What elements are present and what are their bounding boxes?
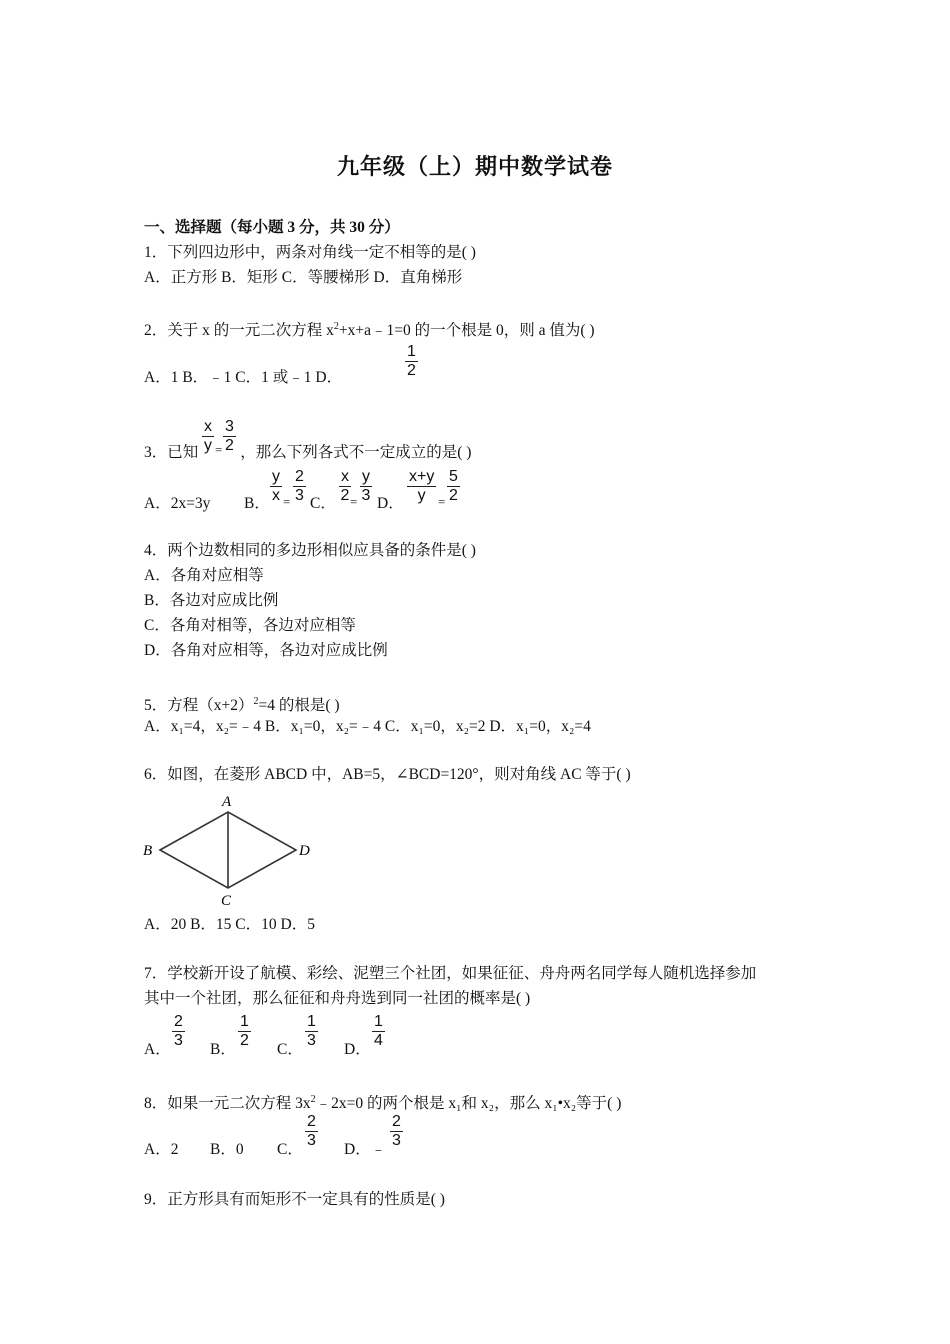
question-3-option-d-fraction-left: $\frac{x+y}{y}$ [409, 468, 435, 504]
question-3-option-d-label: D． [377, 495, 404, 512]
question-3-option-d-equals: = [438, 494, 446, 509]
question-8-option-d-label: D．﹣ [344, 1141, 387, 1158]
question-5-stem: 5．方程$(x+2)^2=4$ 的根是( ) [144, 696, 340, 715]
question-4-stem: 4．两个边数相同的多边形相似应具备的条件是( ) [144, 542, 476, 559]
question-8-option-a: A．2 [144, 1141, 179, 1158]
question-3-option-b-fraction-left: $\frac{y}{x}$ [272, 468, 280, 504]
question-9-stem: 9．正方形具有而矩形不一定具有的性质是( ) [144, 1191, 445, 1208]
question-3-option-b-fraction-right: $\frac{2}{3}$ [295, 468, 304, 504]
question-3-given-fraction-left: $\frac{x}{y}$ [204, 418, 212, 454]
question-8-option-c-label: C． [277, 1141, 303, 1158]
page-title: 九年级（上）期中数学试卷 [336, 155, 613, 180]
question-2-option-d-fraction: $\frac{1}{2}$ [407, 343, 416, 379]
question-6-stem: 6．如图，在菱形 ABCD 中，AB=5，∠BCD=120°，则对角线 AC 等于( ) [144, 766, 631, 783]
question-7-option-b-label: B． [210, 1041, 236, 1058]
question-8-option-d-fraction: $\frac{2}{3}$ [392, 1113, 401, 1149]
question-4-option-b: B．各边对应成比例 [144, 592, 279, 609]
question-2-stem: 2．关于 x 的一元二次方程 $x^2+x+a﹣1=0$ 的一个根是 0，则 a 值为( ) [144, 321, 595, 340]
question-4-option-c: C．各角对相等，各边对应相等 [144, 617, 356, 634]
question-1-stem: 1．下列四边形中，两条对角线一定不相等的是( ) [144, 244, 476, 261]
question-7-stem-line1: 7．学校新开设了航模、彩绘、泥塑三个社团，如果征征、舟舟两名同学每人随机选择参加 [144, 965, 757, 982]
rhombus-figure [140, 790, 320, 910]
question-7-option-d-fraction: $\frac{1}{4}$ [374, 1013, 383, 1049]
question-7-stem-line2: 其中一个社团，那么征征和舟舟选到同一社团的概率是( ) [144, 990, 531, 1007]
question-7-option-a-label: A． [144, 1041, 171, 1058]
question-3-option-a: A．2x=3y [144, 495, 211, 512]
vertex-label-b: B [143, 843, 153, 859]
question-1-options: A．正方形 B．矩形 C．等腰梯形 D．直角梯形 [144, 269, 463, 286]
question-8-option-c-fraction: $\frac{2}{3}$ [307, 1113, 316, 1149]
question-8-option-b: B．0 [210, 1141, 244, 1158]
question-3-option-c-label: C． [310, 495, 336, 512]
question-2-options: A．1 B．﹣1 C．1 或﹣1 D． [144, 369, 343, 386]
question-5-options: A．x₁=4，x₂=﹣4 B．x₁=0，x₂=﹣4 C．x₁=0，x₂=2 D．x₁=0，x₂=4 [144, 718, 591, 735]
question-3-option-c-fraction-right: $\frac{y}{3}$ [361, 468, 371, 504]
question-7-option-b-fraction: $\frac{1}{2}$ [240, 1013, 249, 1049]
question-3-given-equals: = [215, 442, 223, 457]
question-7-option-a-fraction: $\frac{2}{3}$ [174, 1013, 183, 1049]
question-7-option-d-label: D． [344, 1041, 371, 1058]
question-8-stem: 8．如果一元二次方程 $3x^2﹣2x=0$ 的两个根是 x₁和 x₂，那么 x₁•x₂等于( ) [144, 1094, 622, 1113]
vertex-label-d: D [299, 843, 310, 859]
question-4-option-a: A．各角对应相等 [144, 567, 264, 584]
question-3-option-c-fraction-left: $\frac{x}{2}$ [340, 468, 350, 504]
section-heading: 一、选择题（每小题 3 分，共 30 分） [144, 219, 400, 236]
question-3-given-fraction-right: $\frac{3}{2}$ [225, 418, 234, 454]
question-6-options: A．20 B．15 C．10 D．5 [144, 916, 315, 933]
question-7-option-c-fraction: $\frac{1}{3}$ [307, 1013, 316, 1049]
vertex-label-c: C [221, 893, 232, 909]
question-4-option-d: D．各角对应相等，各边对应成比例 [144, 642, 388, 659]
question-3-stem: 3．已知 ，那么下列各式不一定成立的是( ) [144, 444, 472, 461]
vertex-label-a: A [222, 794, 232, 810]
question-3-option-b-equals: = [283, 494, 291, 509]
question-7-option-c-label: C． [277, 1041, 303, 1058]
question-3-option-c-equals: = [350, 494, 358, 509]
question-3-option-b-label: B． [244, 495, 270, 512]
question-3-option-d-fraction-right: $\frac{5}{2}$ [449, 468, 458, 504]
